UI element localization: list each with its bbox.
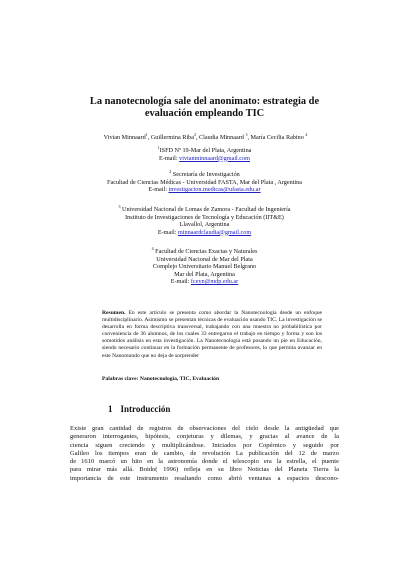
abstract [102, 310, 322, 360]
affiliation-3: $^3$ Universidad Nacional de Lomas de Zamora - Facultad de Ingeniería Instituto de Investigaciones de Tecnología y Educación (IIT&E) Llavallol, Argentina E-mail: minnaardclaudia@gmail.com [118, 203, 291, 236]
body-paragraph [70, 425, 339, 483]
title-line: evaluación empleando TIC [144, 108, 265, 119]
affiliation-1: $^1$ISFD Nº 19-Mar del Plata, Argentina E-mail: vivianminnaard@gmail.com [157, 144, 252, 162]
body-line: Galileo los tiempos eran de cambio, de revolución La publicación del 12 de marzo [70, 449, 339, 457]
author-name: Claudia Minnaard [199, 134, 244, 141]
email-link[interactable]: vivianminnaard@gmail.com [179, 154, 250, 162]
section-number: 1 [108, 404, 113, 414]
keywords: Palabras clave: Nanotecnología, TIC, Evaluación [102, 376, 220, 382]
section-heading [108, 404, 170, 414]
body-line: ciencia siguen creciendo y multiplicándose. Iniciados por Copérnico y seguido por [70, 441, 339, 449]
author-name: Guillermina Riba [150, 134, 194, 141]
section-title: Introducción [120, 404, 171, 414]
affiliation-2: $^2$ Secretaría de Investigación Facultad de Ciencias Médicas - Universidad FASTA, Mar del Plata , Argentina E-mail: investigacion.medicas@ufasta.edu.ar [107, 168, 302, 193]
paper-title [40, 96, 369, 120]
email-link[interactable]: fceyn@mdp.edu.ar [190, 278, 239, 285]
author-name: María Cecilia Rabino [250, 134, 304, 141]
email-link[interactable]: minnaardclaudia@gmail.com [177, 228, 252, 236]
body-line: para mirar más allá. Boido( 1996) refleja en su libro Noticias del Planeta Tierra la [70, 466, 339, 474]
abstract-label: Resumen. [102, 310, 126, 316]
body-line: importancia de este instrumento resaltando como abrió ventanas a espacios descono- [70, 474, 339, 482]
body-line: generaron interrogantes, hipótesis, conjeturas y dilemas, y gracias al avance de la [70, 433, 339, 441]
email-link[interactable]: investigacion.medicas@ufasta.edu.ar [168, 186, 261, 193]
body-line: de 1610 marcó un hito en la astronomía donde el telescopio era la estrella, el puente [70, 458, 339, 466]
author-name: Vivian Minnaard [103, 134, 146, 141]
abstract-text: En este artículo se presenta como abordar la Nanotecnología desde un enfoque multidisciplinario. Asimismo se presentan técnicas de evaluación usando TIC. La investigación se desarrolla en forma descriptiva transversal, trabajando con una muestra no probabilística por conveniencia de 36 alumnos, de los cuales 33 entregaron el trabajo en tiempo y forma y son los somotidos análisis en esta investigación. La Nanotecnología está posando un pie en Educación, siendo necesario continuar en la formación permanente de profesores, lo que permita avanzar en este Nanomundo que no deja de sorprender [102, 310, 322, 359]
author-list: Vivian Minnaard$^1$, Guillermina Riba$^2$, Claudia Minnaard $^3$, María Cecilia Rabino $^4$ [103, 131, 308, 141]
title-line: La nanotecnología sale del anonimato: estrategia de [89, 96, 320, 107]
body-line: Existe gran cantidad de registros de observaciones del cielo desde la antigüedad que [70, 425, 339, 432]
affiliation-4: $^4$ Facultad de Ciencias Exactas y Naturales Universidad Nacional de Mar del Plata Complejo Universitario Manuel Belgrano Mar del Plata, Argentina E-mail: fceyn@mdp.edu.ar [151, 245, 258, 285]
